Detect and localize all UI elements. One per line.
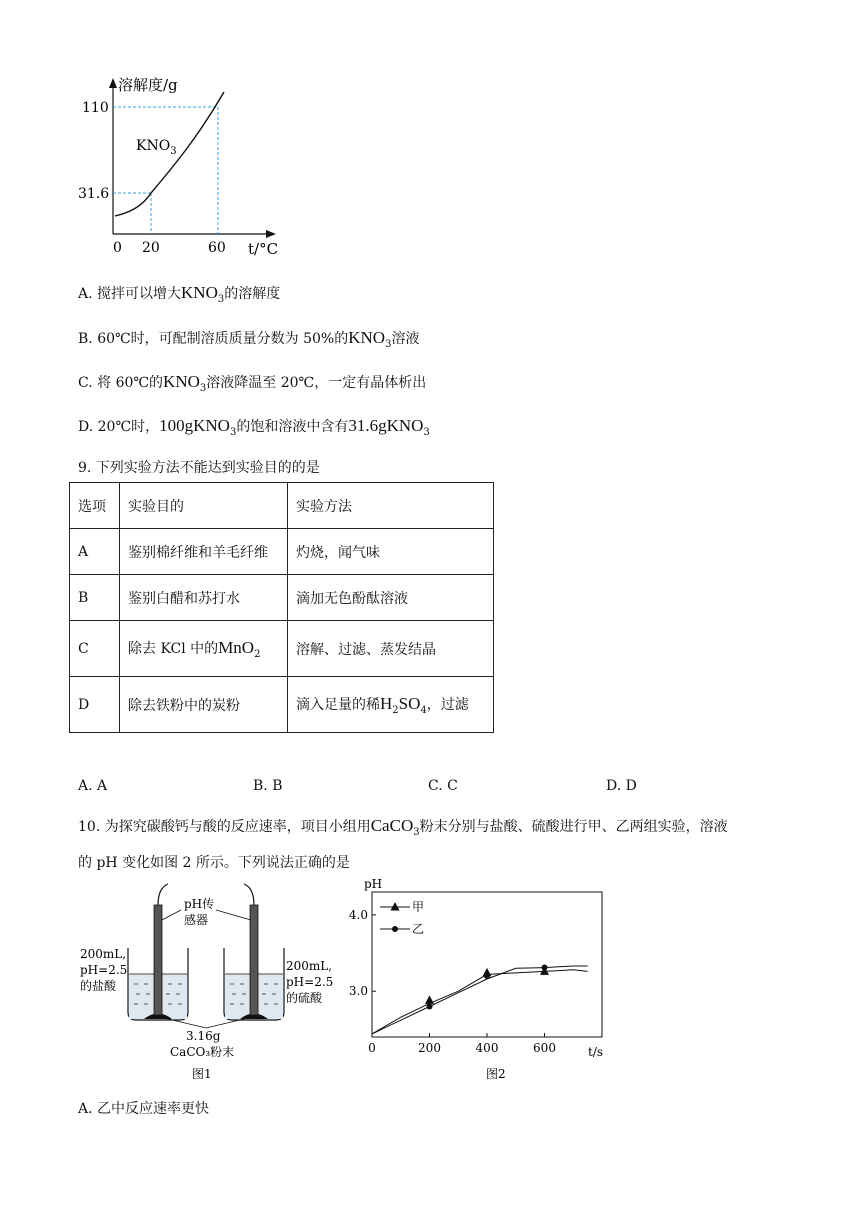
table-header-row <box>70 483 494 529</box>
curve-label: $KNO_3$ <box>136 138 177 157</box>
x-tick-0: 0 <box>113 240 122 256</box>
right-beaker <box>224 884 284 1020</box>
table-row <box>70 677 494 733</box>
q10-stem-line2: 的 pH 变化如图 2 所示。下列说法正确的是 <box>78 855 350 871</box>
left-label-2: pH=2.5 <box>80 963 128 977</box>
circle-marker <box>427 1003 433 1009</box>
legend-circle-marker <box>392 926 398 932</box>
series-line-1 <box>372 970 588 1034</box>
y-tick-110: 110 <box>82 100 109 116</box>
row-option: C <box>70 621 120 677</box>
solid-label-1: 3.16g <box>186 1029 221 1043</box>
legend-label: 乙 <box>412 922 425 936</box>
left-label-1: 200mL, <box>80 947 127 961</box>
right-label-1: 200mL, <box>286 959 333 973</box>
row-method: 滴入足量的稀$H_2SO_4$，过滤 <box>288 677 494 733</box>
q9-table <box>69 482 494 733</box>
x-tick-label: 200 <box>418 1041 441 1055</box>
y-tick-label: 4.0 <box>348 907 368 922</box>
header-method: 实验方法 <box>288 483 494 529</box>
y-tick-31-6: 31.6 <box>78 186 110 202</box>
table-row <box>70 529 494 575</box>
row-method: 滴加无色酚酞溶液 <box>288 575 494 621</box>
y-axis-arrow <box>109 78 117 88</box>
sensor-leader-right <box>216 910 251 920</box>
beaker-figure <box>76 880 336 1085</box>
x-tick-label: 600 <box>533 1041 556 1055</box>
sensor-label-2: 感器 <box>184 913 209 927</box>
row-method: 溶解、过滤、蒸发结晶 <box>288 621 494 677</box>
ph-chart <box>348 872 612 1087</box>
row-goal: 鉴别白醋和苏打水 <box>120 575 288 621</box>
figure2-caption: 图2 <box>486 1067 506 1081</box>
series-line-2 <box>372 966 588 1034</box>
circle-marker <box>484 973 490 979</box>
x-tick-label: 400 <box>475 1041 499 1055</box>
row-goal: 除去铁粉中的炭粉 <box>120 677 288 733</box>
q8-option-c: C. 将 60℃的$KNO_3$溶液降温至 20℃，一定有晶体析出 <box>78 372 427 394</box>
table-row <box>70 575 494 621</box>
row-option: B <box>70 575 120 621</box>
row-method: 灼烧，闻气味 <box>288 529 494 575</box>
x-tick-label: 0 <box>368 1041 376 1055</box>
solubility-figure <box>78 72 308 262</box>
q10-option-a: A. 乙中反应速率更快 <box>78 1101 210 1117</box>
triangle-marker <box>425 995 434 1004</box>
legend <box>376 896 428 942</box>
left-beaker <box>128 884 188 1020</box>
q9-answer-b: B. B <box>253 778 283 794</box>
solid-label-2: CaCO₃粉末 <box>170 1045 235 1059</box>
sensor-label-1: pH传 <box>184 897 215 911</box>
q9-answer-c: C. C <box>428 778 458 794</box>
row-option: A <box>70 529 120 575</box>
y-tick-label: 3.0 <box>348 984 368 999</box>
q9-stem: 9. 下列实验方法不能达到实验目的的是 <box>78 460 320 476</box>
q8-option-a: A. 搅拌可以增大$KNO_3$的溶解度 <box>78 283 281 305</box>
row-goal: 除去 KCl 中的MnO$_2$ <box>120 621 288 677</box>
x-tick-20: 20 <box>142 240 160 256</box>
circle-marker <box>542 965 548 971</box>
x-axis-arrow <box>266 230 276 238</box>
header-goal: 实验目的 <box>120 483 288 529</box>
header-option: 选项 <box>70 483 120 529</box>
right-label-3: 的硫酸 <box>286 991 323 1005</box>
table-row <box>70 621 494 677</box>
q9-answer-d: D. D <box>606 778 637 794</box>
legend-label: 甲 <box>412 900 425 914</box>
row-goal: 鉴别棉纤维和羊毛纤维 <box>120 529 288 575</box>
sensor-leader-left <box>162 910 181 920</box>
q8-option-b: B. 60℃时，可配制溶质质量分数为 50%的$KNO_3$溶液 <box>78 328 420 350</box>
figure1-caption: 图1 <box>192 1067 212 1081</box>
right-label-2: pH=2.5 <box>286 975 334 989</box>
y-axis-label: 溶解度/g <box>118 76 178 94</box>
q9-answer-a: A. A <box>78 778 108 794</box>
x-tick-60: 60 <box>208 240 226 256</box>
q10-stem-line1: 10. 为探究碳酸钙与酸的反应速率，项目小组用CaCO$_3$粉末分别与盐酸、硫酸进行甲、乙两组实验，溶液 <box>78 816 728 838</box>
x-axis-label: t/°C <box>248 240 279 258</box>
y-axis-label: pH <box>364 877 383 891</box>
row-option: D <box>70 677 120 733</box>
left-label-3: 的盐酸 <box>80 979 117 993</box>
x-axis-label: t/s <box>588 1045 604 1059</box>
q8-option-d: D. 20℃时，100gKNO$_3$的饱和溶液中含有31.6gKNO$_3$ <box>78 416 430 438</box>
